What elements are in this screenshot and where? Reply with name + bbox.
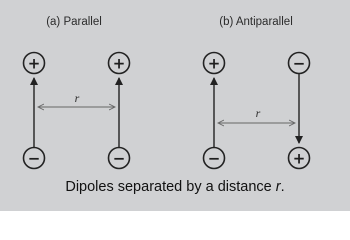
panel-antiparallel [204, 16, 310, 169]
charge-sign-bottom: + [292, 149, 306, 168]
charge-sign-bottom: − [112, 149, 126, 168]
figure-caption [65, 179, 284, 195]
separation-label: r [255, 106, 261, 120]
parallel-dipole-left [24, 53, 45, 169]
caption-end: . [280, 179, 285, 195]
caption-variable: r [275, 179, 281, 195]
separation-label: r [74, 91, 80, 105]
parallel-dipole-right [109, 53, 130, 169]
panel-parallel [24, 16, 130, 169]
panel-label-parallel: (a) Parallel [46, 16, 102, 28]
charge-sign-bottom: − [27, 149, 41, 168]
caption-text: Dipoles separated by a distance [65, 179, 276, 195]
charge-sign-top: + [207, 54, 221, 73]
charge-sign-top: − [292, 54, 306, 73]
antiparallel-dipole-left [204, 53, 225, 169]
panel-label-antiparallel: (b) Antiparallel [219, 16, 293, 28]
charge-sign-top: + [27, 54, 41, 73]
charge-sign-top: + [112, 54, 126, 73]
antiparallel-dipole-right [289, 53, 310, 169]
charge-sign-bottom: − [207, 149, 221, 168]
